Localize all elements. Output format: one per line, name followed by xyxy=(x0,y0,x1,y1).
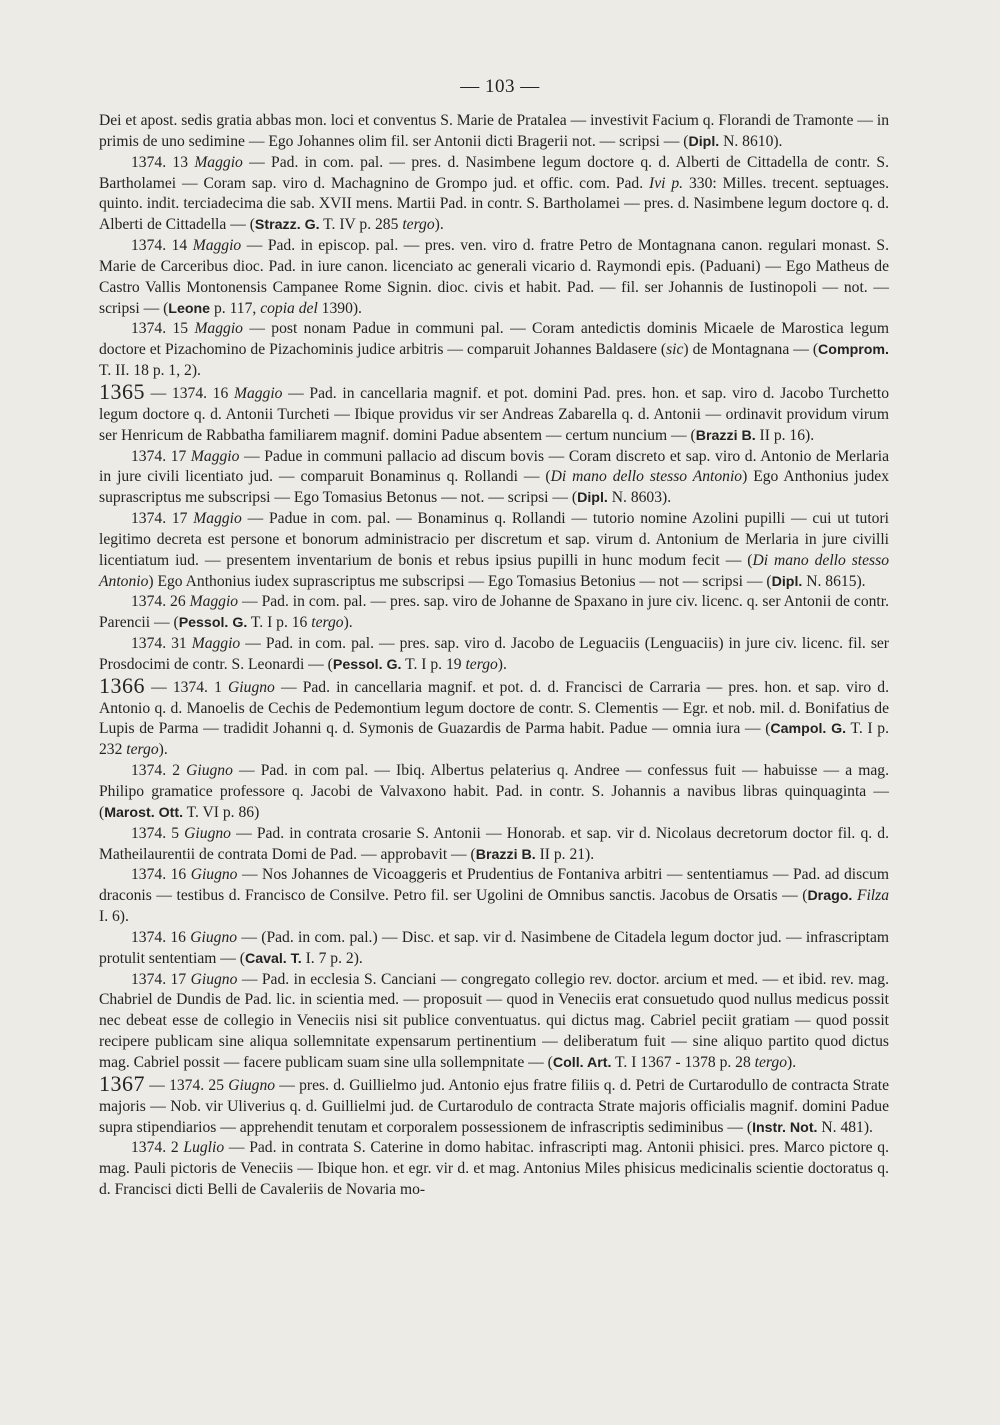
source-citation: Brazzi B. xyxy=(695,427,756,444)
numbered-entry xyxy=(99,378,889,447)
italic-text: Giugno xyxy=(186,762,233,780)
source-citation: Instr. Not. xyxy=(752,1119,818,1136)
italic-text: tergo xyxy=(126,741,159,759)
document-number: 1366 xyxy=(99,672,145,698)
text-run: — 1374. 1 xyxy=(145,678,229,696)
entry-paragraph xyxy=(99,928,889,970)
numbered-entry xyxy=(99,672,889,761)
entry-paragraph xyxy=(99,236,889,319)
text-run: II p. 21). xyxy=(535,845,595,863)
text-run: — Pad. in com. pal. — pres. sap. viro d. Jacobo de Leguaciis (Lenguaciis) in jure civ. licenc. fil. ser Prosdocimi de contr. S. Leonardi — ( xyxy=(99,635,890,673)
text-run: ) de Montagnana — ( xyxy=(683,341,819,359)
italic-text: Giugno xyxy=(184,824,231,842)
text-run: 1374. 2 xyxy=(131,1139,184,1157)
source-citation: T. xyxy=(290,950,302,967)
italic-text: Giugno xyxy=(190,866,238,884)
italic-text: Maggio xyxy=(233,384,283,402)
text-run: T. I p. 19 xyxy=(401,655,466,673)
text-run: — Pad. in com. pal. — pres. sap. viro de Johanne de Spaxano in jure civ. licenc. q. ser Antonii de contr. Parencii — ( xyxy=(99,593,889,632)
entry-paragraph xyxy=(99,970,889,1074)
text-run: T. I p. 16 xyxy=(247,614,312,632)
entry-paragraph xyxy=(99,509,889,592)
document-number: 1365 xyxy=(99,378,145,404)
text-run: 1374. 31 xyxy=(131,635,192,653)
source-citation: Drago. xyxy=(807,888,853,905)
entry-paragraph xyxy=(99,153,889,236)
italic-text: Maggio xyxy=(194,153,243,171)
text-run: 330: Milles. trecent. septuages. quinto. indit. terciadecima die sab. XVII mens. Martii Pad. in contr. S. Bartholamei — pres. d. Nasimbene legum doctore q. d. Alberti de Cittadella — ( xyxy=(99,174,889,234)
text-run: — Pad. in episcop. pal. — pres. ven. viro d. fratre Petro de Montagnana canon. regulari monast. S. Marie de Carceribus dioc. Pad. in iure canon. licenciato ac generali vicario d. Raymondi epis. (Paduani) — Ego Matheus de Castro Vallis Montonensis Campanee Rome Signin. dioc. civis et habit. Pad. — fil. ser Johannis de Iustinopoli — not. — scripsi — ( xyxy=(99,237,889,317)
text-run: — Pad. in com. pal. — pres. d. Nasimbene legum doctore q. d. Alberti de Cittadella de contr. S. Bartholamei — Coram sap. viro d. Machagnino de Grompo jud. et offic. com. Pad. xyxy=(99,153,889,192)
entry-paragraph xyxy=(99,824,889,866)
entry-paragraph xyxy=(99,592,889,634)
text-run: 1374. 17 xyxy=(131,970,191,988)
text-run: — 1374. 16 xyxy=(145,384,234,402)
source-citation: Dipl. xyxy=(577,490,608,507)
italic-text: Maggio xyxy=(191,635,241,653)
text-run: I. 7 p. 2). xyxy=(301,949,363,967)
text-run: T. I 1367 - 1378 p. 28 xyxy=(611,1053,755,1071)
entry-paragraph xyxy=(99,1138,889,1201)
text-run: — Padue in com. pal. — Bonaminus q. Rollandi — tutorio nomine Azolini pupilli — cui ut tutori legitimo decreta est persone et bonorum administracio per discretum et sap. virum d. Antonium de Merlaria in jure civilli licentiatum iud. — presentem inventarium de bonis et rebus ipsius pupilli in hunc modum fecit — ( xyxy=(99,510,889,569)
italic-text: Giugno xyxy=(190,970,238,988)
source-citation: Strazz. G. xyxy=(254,217,320,234)
entry-paragraph xyxy=(99,319,889,382)
text-run: N. 8615). xyxy=(802,572,866,590)
body-text xyxy=(99,111,889,1201)
source-citation: Dipl. xyxy=(688,133,720,150)
italic-text: Di mano dello stesso Antonio xyxy=(550,468,743,486)
text-run: — post nonam Padue in communi pal. — Coram antedictis dominis Micaele de Marostica legum doctore et Pizachomino de Pizachominis judice arbitris — comparuit Johannes Baldasere ( xyxy=(99,320,889,359)
text-run: — Nos Johannes de Vicoaggeris et Prudentius de Fontaniva arbitri — sententiamus — Pad. ad discum draconis — testibus d. Francisco de Consilve. Petro fil. ser Ugolini de Omnibus sanctis. Jacobus de Orsatis — ( xyxy=(99,866,889,905)
text-run: I. 6). xyxy=(99,908,129,926)
text-run: — Pad. in cancellaria magnif. et pot. domini Pad. pres. hon. et sap. viro d. Jacobo Turchetto legum doctore q. d. Antonii Turcheti — Ibique providus vir ser Andreas Zabarella q. d. Antonii — ordinavit providum virum ser Henricum de Rabbatha familiarem magnif. domini Padue absentem — certum nuncium — ( xyxy=(99,384,889,444)
text-run: 1374. 26 xyxy=(131,593,190,611)
italic-text: Di mano dello stesso Antonio xyxy=(99,551,889,590)
italic-text: Maggio xyxy=(190,447,240,465)
text-run: T. I p. 232 xyxy=(99,720,889,759)
text-run: 1374. 17 xyxy=(131,510,194,528)
page-number: — 103 — xyxy=(460,76,540,97)
text-run: 1374. 5 xyxy=(131,824,185,842)
text-run: N. 8610). xyxy=(719,132,783,150)
italic-text: tergo xyxy=(754,1053,788,1071)
text-run: — Padue in communi pallacio ad discum bovis — Coram discreto et sap. viro d. Antonio de Merlaria in jure civili licentiato jud. — comparuit Bonaminus q. Rollandi — ( xyxy=(99,447,889,486)
text-run: Dei et apost. sedis gratia abbas mon. loci et conventus S. Marie de Pratalea — investivit Facium q. Florandi de Tramonte — in primis de uno sedimine — Ego Johannes olim fil. ser Antonii dicti Bragerii not. — scripsi — ( xyxy=(99,112,889,150)
text-run: — pres. d. Guillielmo jud. Antonio ejus fratre filiis q. d. Petri de Curtarodullo de contracta Strate majoris — Nob. vir Uliverius q. d. Guillielmi jud. de Curtarodulo de contracta Strate majoris officialis magnif. domini Padue supra stipendiarios — apprehendit tenutam et corporalem possessionem de infrascriptis sediminibus — ( xyxy=(99,1076,889,1136)
text-run: — Pad. in contrata S. Caterine in domo habitac. infrascripti mag. Antonii phisici. pres. Marco pictore q. mag. Pauli pictoris de Veneciis — Ibique hon. et egr. vir d. et mag. Antonius Miles phisicus medicinalis scientie doctoratus q. d. Francisci dicti Belli de Cavaleriis de Novaria mo- xyxy=(99,1139,890,1199)
text-run: — Pad. in cancellaria magnif. et pot. d. d. Francisci de Carraria — pres. hon. et sap. viro d. Antonio q. d. Manoelis de Cechis de Pedemontium legum doctore de contr. S. Clementis — Egr. et nob. mil. d. Bonifatius de Lupis de Parma — tradidit Johanni q. d. Symonis de Guazardis de Parma habit. Padue — omnia iura — ( xyxy=(99,678,889,738)
italic-text: tergo xyxy=(465,655,498,673)
italic-text: sic xyxy=(666,341,684,359)
text-run: ). xyxy=(497,655,507,673)
text-run: ). xyxy=(434,216,444,234)
italic-text: copia del xyxy=(260,299,318,317)
text-run: 1374. 16 xyxy=(131,866,191,884)
italic-text: Maggio xyxy=(194,320,243,338)
italic-text: Maggio xyxy=(192,237,242,255)
text-run: 1374. 13 xyxy=(131,153,195,171)
source-citation: Caval. xyxy=(244,950,287,967)
source-citation: Coll. Art. xyxy=(552,1054,612,1071)
italic-text: Maggio xyxy=(193,510,242,528)
text-run: II p. 16). xyxy=(755,426,815,444)
italic-text: Giugno xyxy=(228,678,275,696)
text-run: — Pad. in com pal. — Ibiq. Albertus pelaterius q. Andree — confessus fuit — habuisse — a mag. Philipo gramatice professore q. Jacobi de Valvaxono habit. Pad. in contr. S. Johannis a navibus libras quinquaginta — ( xyxy=(99,762,889,821)
text-run: 1374. 15 xyxy=(131,320,195,338)
text-run: — 1374. 25 xyxy=(145,1076,229,1094)
source-citation: Leone xyxy=(168,300,211,317)
text-run: 1390). xyxy=(317,299,362,317)
italic-text: tergo xyxy=(402,216,435,234)
source-citation: Brazzi B. xyxy=(475,846,536,863)
text-run: 1374. 2 xyxy=(131,762,187,780)
text-run: 1374. 17 xyxy=(131,447,191,465)
italic-text: Ivi p. xyxy=(649,174,684,192)
text-run: — Pad. in ecclesia S. Canciani — congregato collegio rev. doctor. arcium et med. — et ibid. rev. mag. Chabriel de Dundis de Pad. lic. in scientia med. — proposuit — quod in Veneciis erat consuetudo quod nullus medicus possit nec debeat esse de collegio in Veneciis nisi sit publice conventuatus. qui dictus mag. Cabriel peciit gratiam — quod possit recipere publicam sine aliqua sollemnitate expensarum pertinentium — deliberatum fuit — sine aliquo partito quod dictus mag. Cabriel possit — facere publicam suam sine ulla sollempnitate — ( xyxy=(99,970,889,1071)
numbered-entry xyxy=(99,1070,889,1139)
entry-paragraph xyxy=(99,865,889,928)
text-run: T. IV p. 285 xyxy=(319,216,403,234)
text-run: ) Ego Anthonius iudex suprascriptus me subscripsi — Ego Tomasius Betonius — not — scripsi — ( xyxy=(148,572,772,590)
text-run: N. 481). xyxy=(817,1118,873,1136)
text-run: p. 117, xyxy=(210,299,261,317)
text-run: ). xyxy=(158,741,168,759)
document-number: 1367 xyxy=(99,1070,145,1096)
text-run: — Pad. in contrata crosarie S. Antonii — Honorab. et sap. vir d. Nicolaus decretorum doctor fil. q. d. Matheilaurentii de contrata Domi de Pad. — approbavit — ( xyxy=(99,824,889,863)
source-citation: Pessol. G. xyxy=(178,615,248,632)
text-run: 1374. 14 xyxy=(131,237,193,255)
source-citation: Marost. Ott. xyxy=(104,804,184,821)
text-run: T. II. 18 p. 1, 2). xyxy=(99,362,201,380)
entry-paragraph xyxy=(99,761,889,824)
text-run: ) Ego Anthonius judex suprascriptus me subscripsi — Ego Tomasius Betonus — not. — scripsi — ( xyxy=(99,468,889,507)
source-citation: Campol. G. xyxy=(770,721,847,738)
text-run: ). xyxy=(343,614,353,632)
entry-paragraph xyxy=(99,634,889,676)
source-citation: Pessol. G. xyxy=(332,656,402,673)
italic-text: Maggio xyxy=(189,593,239,611)
italic-text: Filza xyxy=(856,887,890,905)
entry-paragraph xyxy=(99,447,889,510)
italic-text: tergo xyxy=(311,614,344,632)
italic-text: Giugno xyxy=(190,928,238,946)
text-run: 1374. 16 xyxy=(131,928,191,946)
text-run: T. VI p. 86) xyxy=(183,803,260,821)
text-run: — (Pad. in com. pal.) — Disc. et sap. vir d. Nasimbene de Citadela legum doctor jud. — infrascriptam protulit sententiam — ( xyxy=(99,928,889,967)
source-citation: Dipl. xyxy=(771,573,803,590)
italic-text: Luglio xyxy=(183,1139,225,1157)
text-run: N. 8603). xyxy=(607,489,672,507)
entry-paragraph xyxy=(99,111,889,153)
italic-text: Giugno xyxy=(228,1076,276,1094)
text-run: ). xyxy=(787,1053,797,1071)
source-citation: Comprom. xyxy=(818,342,889,359)
